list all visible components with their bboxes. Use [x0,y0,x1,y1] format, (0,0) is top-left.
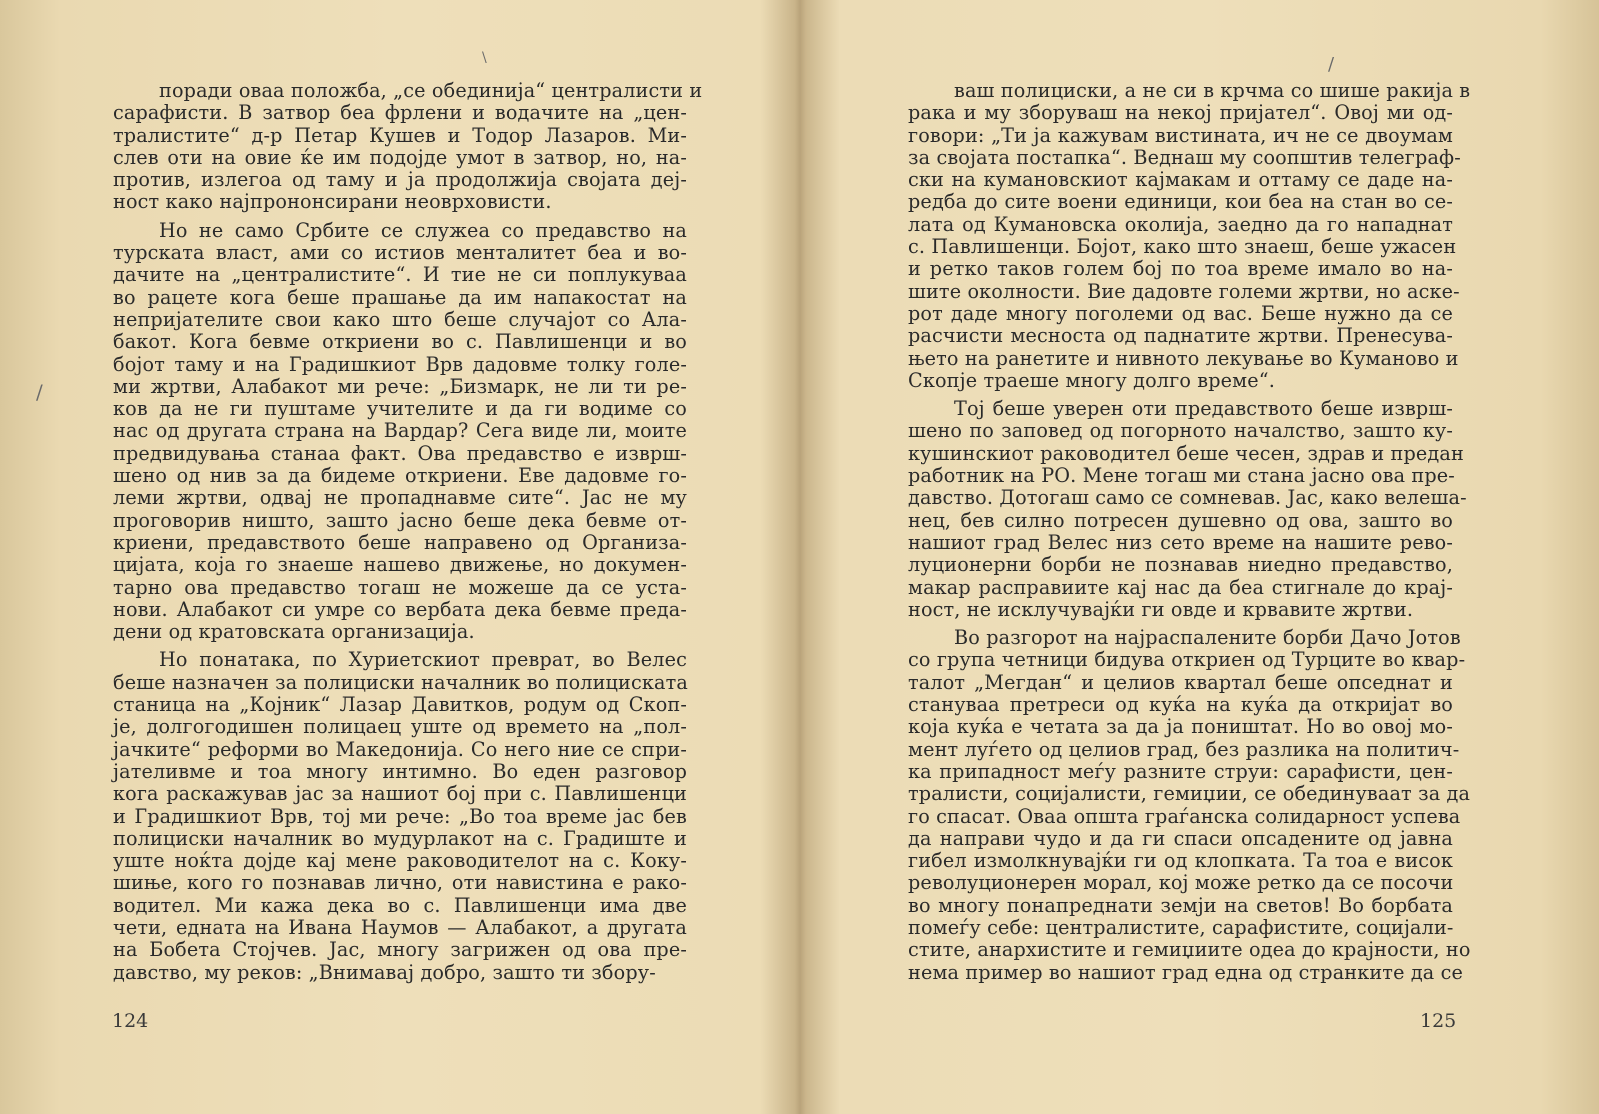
paragraph [908,79,1471,392]
left-page-number: 124 [112,1010,149,1032]
text-line: нови. Алабакот си умре со вербата дека бевме преда- [113,597,687,621]
text-line: бојот таму и на Градишкиот Врв дадовме толку голе- [113,352,687,376]
text-line: јателивме и тоа многу интимно. Во еден разговор [113,759,687,783]
text-line: и ретко таков голем бој по тоа време имало во на- [908,257,1453,281]
text-line: нас од другата страна на Вардар? Сега виде ли, моите [113,419,687,443]
text-line: нашиот град Велес низ сето време на нашите рево- [908,530,1453,554]
text-line: слев оти на овие ќе им подојде умот в затвор, но, на- [113,145,687,169]
text-line: беше назначен за полициски началник во полициската [113,670,688,694]
text-line: говори: „Ти ја кажувам вистината, ич не се двоумам [908,123,1453,147]
text-line: ски на кумановскиот кајмакам и оттаму се даде на- [908,168,1453,192]
text-line: ми жртви, Алабакот ми рече: „Бизмарк, не ли ти ре- [113,374,687,398]
text-line: да направи чудо и да ги спаси опсадените од јавна [908,826,1453,850]
text-line: турската власт, ами со истиов менталитет беа и во- [113,241,687,265]
right-page-text [908,79,1471,984]
text-line: тарно ова предавство тогаш не можеше да се уста- [113,575,687,599]
text-line: криени, предавството беше направено од Организа- [113,530,687,554]
text-line: го спасат. Оваа општа граѓанска солидарност успева [908,804,1461,828]
text-line: давство. Дотогаш само се сомневав. Јас, како велеша- [908,486,1467,510]
text-line: рака и му зборуваш на некој пријател“. Овој ми од- [908,101,1453,125]
paragraph [908,626,1471,984]
text-line: ност, не исклучувајќи ги овде и крвавите жртви. [908,597,1414,621]
text-line: бакот. Кога бевме откриени во с. Павлишенци и во [113,330,687,354]
text-line: цијата, која го знаеше нашево движење, но докумен- [113,553,687,577]
text-line: тралисти, социјалисти, гемиџии, се обединуваат за да [908,782,1471,806]
text-line: гибел измолкнувајќи ги од клопката. Та тоа е висок [908,849,1453,873]
text-line: талот „Мегдан“ и целиов квартал беше опседнат и [908,670,1453,694]
text-line: тралистите“ д-р Петар Кушев и Тодор Лазаров. Ми- [113,123,687,147]
text-line: стануваа претреси од куќа на куќа да откријат во [908,693,1453,717]
text-line: с. Павлишенци. Бојот, како што знаеш, беше ужасен [908,235,1457,259]
text-line: со група четници бидува откриен од Турците во квар- [908,648,1466,672]
paragraph [113,649,687,983]
text-line: ност како најпрононсирани неоврховисти. [113,190,552,214]
text-line: ваш полициски, а не си в крчма со шише ракија в [954,79,1471,102]
text-line: чети, едната на Ивана Наумов — Алабакот, а другата [113,915,687,939]
text-line: непријателите свои како што беше случајот со Ала- [113,307,687,331]
text-line: јачките“ реформи во Македонија. Со него ние се спри- [113,737,687,761]
text-line: во рацете кога беше прашање да им напакостат на [113,285,687,309]
text-line: работник на РО. Мене тогаш ми стана јасно ова пре- [908,464,1455,488]
text-line: ка припадност меѓу разните струи: сарафисти, цен- [908,759,1453,783]
right-page-number: 125 [1420,1010,1457,1032]
text-line: проговорив ништо, зашто јасно беше дека бевме от- [113,508,687,532]
text-line: редба до сите воени единици, кои беа на стан во се- [908,190,1453,214]
text-line: револуционерен морал, кој може ретко да се посочи [908,871,1454,895]
text-line: расчисти месноста од паднатите жртви. Пренесува- [908,324,1453,348]
text-line: дени од кратовската организација. [113,620,475,644]
text-line: рот даде многу поголеми од вас. Беше нужно да се [908,301,1453,325]
text-line: леми жртви, одвај не пропаднавме сите“. Јас не му [113,486,687,510]
text-line: која куќа е четата за да ја поништат. Но во овој мо- [908,715,1453,739]
text-line: луционерни борби не познавав ниедно предавство, [908,553,1453,577]
left-page-text [113,79,703,984]
right-page [800,0,1599,1114]
text-line: шено од нив за да бидеме откриени. Еве дадовме го- [113,464,687,488]
text-line: Скопје траеше многу долго време“. [908,368,1275,392]
text-line: поради оваа положба, „се обединија“ централисти и [159,79,703,102]
text-line: водител. Ми кажа дека во с. Павлишенци има две [113,893,687,917]
text-line: Но не само Србите се служеа со предавство на [159,218,687,242]
text-line: кога раскажував јас за нашиот бој при с. Павлишенци [113,782,687,806]
text-line: кушинскиот раководител беше чесен, здрав и предан [908,441,1464,465]
text-line: Но понатака, по Хуриетскиот преврат, во Велес [159,648,687,672]
text-line: во многу понапреднати земји на светов! Во борбата [908,893,1453,917]
text-line: за својата постапка“. Веднаш му соопштив телеграф- [908,145,1461,169]
text-line: на Бобета Стојчев. Јас, многу загрижен од ова пре- [113,938,687,962]
text-line: и Градишкиот Врв, тој ми рече: „Во тоа време јас бев [113,804,687,828]
stray-mark: / [36,380,43,404]
text-line: шите околности. Вие дадовте големи жртви, но аске- [908,279,1460,303]
text-line: сарафисти. В затвор беа фрлени и водачите на „цен- [113,101,687,125]
text-line: шиње, кого го познавав лично, оти навистина е рако- [113,871,687,895]
text-line: давство, му реков: „Внимавај добро, зашто ти збору- [113,960,656,984]
text-line: нец, бев силно потресен душевно од ова, зашто во [908,508,1453,532]
text-line: шено по заповед од погорното началство, зашто ку- [908,419,1453,443]
text-line: нема пример во нашиот град една од странките да се [908,960,1464,984]
text-line: помеѓу себе: централистите, сарафистите, социјали- [908,915,1454,939]
text-line: макар расправиите кај нас да беа стигнале до крај- [908,575,1453,599]
stray-mark: / [1328,54,1335,75]
text-line: Тој беше уверен оти предавството беше изврш- [954,397,1453,421]
text-line: њето на ранетите и нивното лекување во Куманово и [908,346,1459,370]
paragraph [908,397,1467,621]
text-line: је, долгогодишен полицаец уште од времето на „пол- [113,715,687,739]
text-line: лата од Кумановска околија, заедно да го нападнат [908,212,1453,236]
text-line: полициски началник во мудурлакот на с. Градиште и [113,826,687,850]
text-line: дачите на „централистите“. И тие не си поплукуваа [113,263,687,287]
text-line: стите, анархистите и гемиџиите одеа до крајности, но [908,938,1471,962]
text-line: Во разгорот на најраспалените борби Дачо Јотов [954,626,1461,650]
text-line: уште ноќта дојде кај мене раководителот на с. Коку- [113,849,687,873]
stray-mark: \ [482,50,487,66]
paragraph [113,79,703,214]
text-line: станица на „Којник“ Лазар Давитков, родум од Скоп- [113,693,687,717]
text-line: предвидувања станаа факт. Ова предавство е изврш- [113,441,687,465]
text-line: мент луѓето од целиов град, без разлика на политич- [908,737,1460,761]
text-line: против, излегоа од таму и ја продолжија својата деј- [113,168,687,192]
paragraph [113,220,687,644]
text-line: ков да не ги пуштаме учителите и да ги водиме со [113,397,687,421]
